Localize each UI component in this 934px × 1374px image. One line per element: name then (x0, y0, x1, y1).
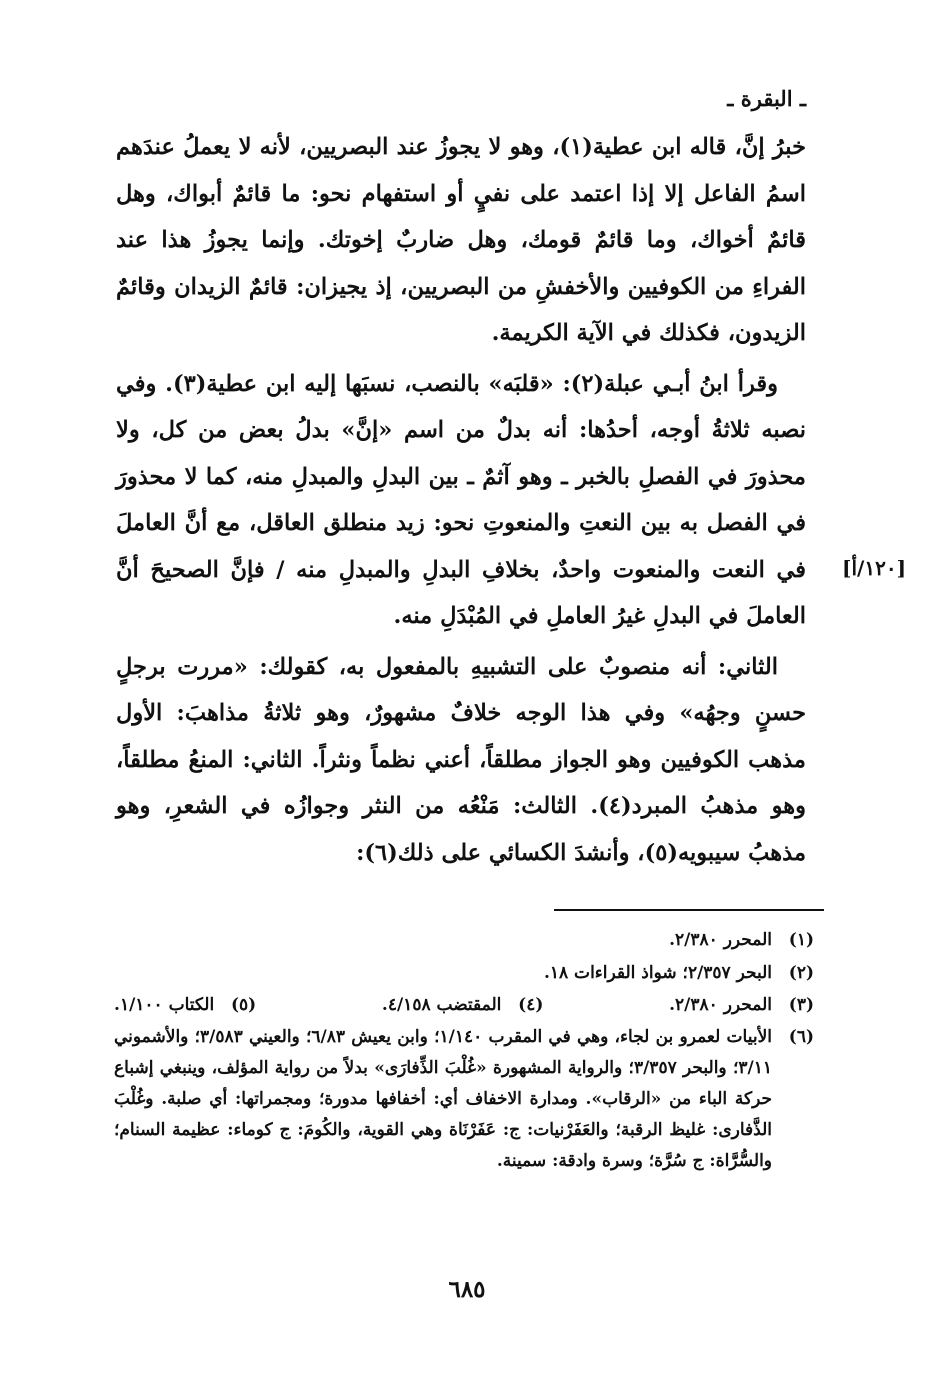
footnote-2 (114, 957, 814, 990)
paragraph: وقرأ ابنُ أبـي عبلة(٢): «قلبَه» بالنصب، نسبَها إليه ابن عطية(٣). وفي نصبه ثلاثةُ أوجه، أحدُها: أنه بدلٌ من اسم «إنَّ» بدلُ بعض من كل، ولا محذورَ في الفصلِ بالخبر ـ وهو آثمٌ ـ بين البدلِ والمبدلِ منه، كما لا محذورَ في الفصل به بين النعتِ والمنعوتِ نحو: زيد منطلق العاقل، مع أنَّ العاملَ في النعت والمنعوت واحدٌ، بخلافِ البدلِ والمبدلِ منه / فإنَّ الصحيحَ أنَّ العاملَ في البدلِ غيرُ العاملِ في المُبْدَلِ منه. (116, 370, 806, 629)
running-header: ـ البقرة ـ (727, 86, 806, 111)
footnote-text: البحر ٢/٣٥٧؛ شواذ القراءات ١٨. (543, 962, 772, 983)
footnote-4 (382, 989, 543, 1022)
footnote-separator (554, 909, 824, 911)
footnote-number: (٦) (788, 1026, 814, 1047)
footnote-number: (٤) (518, 995, 544, 1015)
footnote-text: المقتضب ٤/١٥٨. (381, 995, 502, 1015)
manuscript-folio-marker: [١٢٠/أ] (842, 556, 907, 580)
footnote-number: (٥) (230, 995, 257, 1015)
footnote-5 (114, 989, 256, 1022)
footnote-number: (١) (788, 930, 814, 950)
footnote-number: (٢) (788, 962, 814, 983)
footnote-number: (٣) (788, 995, 814, 1015)
footnote-row (114, 989, 814, 1022)
footnote-text: المحرر ٢/٣٨٠. (669, 930, 772, 950)
footnote-text: المحرر ٢/٣٨٠. (669, 995, 772, 1015)
footnote-text: الأبيات لعمرو بن لجاء، وهي في المقرب ١/١٤٠؛ وابن يعيش ٦/٨٣؛ والعيني ٣/٥٨٣؛ والأشموني ٣/١١؛ والبحر ٣/٣٥٧؛ والرواية المشهورة «غُلْبَ الذِّفارَى» بدلاً من رواية المؤلف، وينبغي إشباع حركة الباء من «الرقاب». ومدارة الاخفاف أي: أخفافها مدورة؛ ومجمراتها: أي صلبة. وغُلْبَ الذَّفارى: غليظ الرقبة؛ والعَفَرْنيات: ج: عَفَرْنَاة وهي القوية، والكُومَ: ج كوماء: عظيمة السنام؛ والسُّرَّاة: ج سُرَّة؛ وسرة وادقة: سمينة. (114, 1026, 773, 1171)
footnote-6 (114, 1022, 814, 1177)
footnote-3 (669, 989, 814, 1022)
footnote-1 (114, 924, 814, 957)
footnotes (114, 924, 814, 1177)
paragraph: الثاني: أنه منصوبٌ على التشبيهِ بالمفعول به، كقولك: «مررت برجلٍ حسنٍ وجهُه» وفي هذا الوجه خلافٌ مشهورٌ، وهو ثلاثةُ مذاهبَ: الأول مذهب الكوفيين وهو الجواز مطلقاً، أعني نظماً ونثراً. الثاني: المنعُ مطلقاً، وهو مذهبُ المبرد(٤). الثالث: مَنْعُه من النثر وجوازُه في الشعرِ، وهو مذهبُ سيبويه(٥)، وأنشدَ الكسائي على ذلك(٦): (116, 653, 806, 866)
footnote-text: الكتاب ١/١٠٠. (114, 995, 215, 1015)
main-text-body (116, 124, 806, 876)
paragraph: خبرُ إنَّ، قاله ابن عطية(١)، وهو لا يجوزُ عند البصريين، لأنه لا يعملُ عندَهم اسمُ الفاعل إلا إذا اعتمد على نفيٍ أو استفهام نحو: ما قائمٌ أبواك، وهل قائمٌ أخواك، وما قائمٌ قومك، وهل ضاربٌ إخوتك. وإنما يجوزُ هذا عند الفراءِ من الكوفيين والأخفشِ من البصريين، إذ يجيزان: قائمٌ الزيدان وقائمٌ الزيدون، فكذلك في الآية الكريمة. (116, 134, 806, 346)
page-number: ٦٨٥ (448, 1276, 486, 1303)
